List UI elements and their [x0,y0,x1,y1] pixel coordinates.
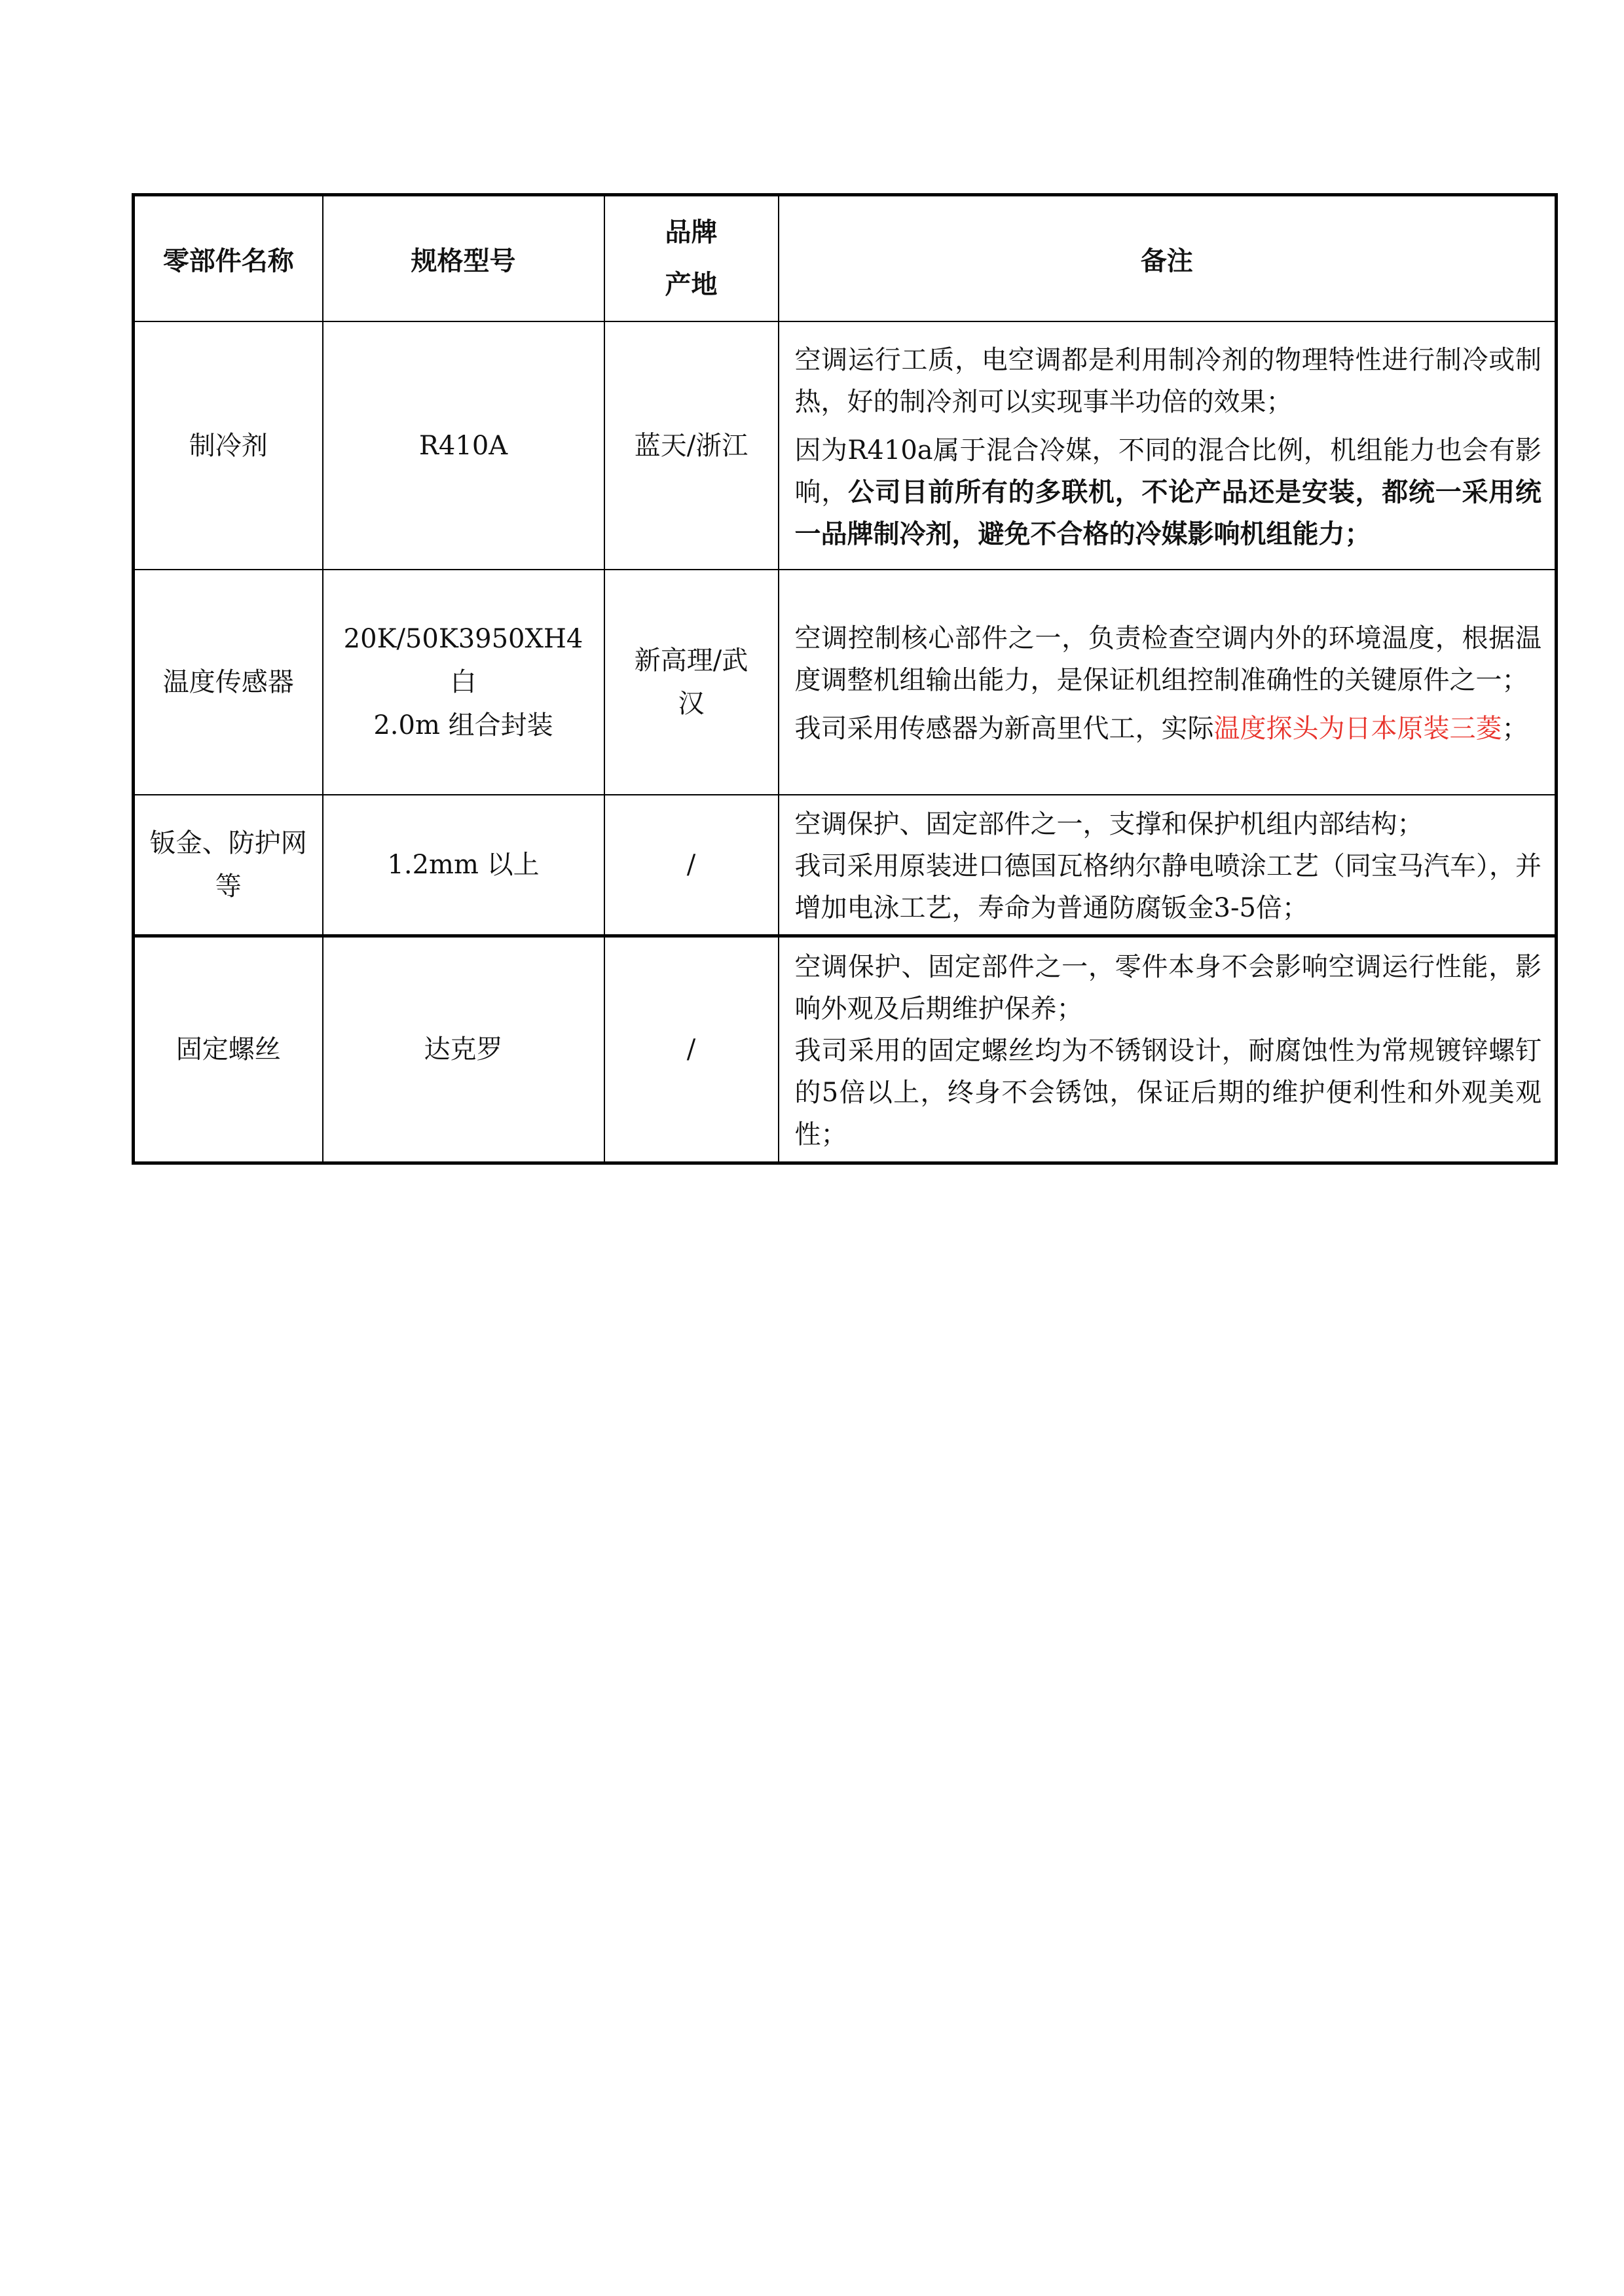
cell-part-name: 固定螺丝 [134,936,323,1163]
remark-paragraph: 空调运行工质，电空调都是利用制冷剂的物理特性进行制冷或制热，好的制冷剂可以实现事半功倍的效果； [794,344,1541,417]
table-row [134,570,1557,795]
header-part-name: 零部件名称 [134,195,323,322]
table-header-row [134,195,1557,322]
cell-brand-origin: / [604,795,779,936]
header-brand-origin [604,195,779,322]
cell-part-name: 制冷剂 [134,321,323,570]
cell-remarks [779,795,1557,936]
remark-text: 我司采用传感器为新高里代工，实际 [794,714,1214,744]
remark-paragraph: 我司采用的固定螺丝均为不锈钢设计，耐腐蚀性为常规镀锌螺钉的5倍以上，终身不会锈蚀，保证后期的维护便利性和外观美观性； [794,1036,1541,1150]
remark-paragraph: 我司采用原装进口德国瓦格纳尔静电喷涂工艺（同宝马汽车），并增加电泳工艺，寿命为普通防腐钣金3-5倍； [794,851,1541,923]
cell-part-name [134,795,323,936]
cell-remarks [779,936,1557,1163]
cell-spec-model [323,570,604,795]
spec-line: 20K/50K3950XH4 白 [343,624,583,697]
parts-spec-table [132,193,1558,1165]
brand-line: 汉 [678,689,705,719]
cell-brand-origin: 蓝天/浙江 [604,321,779,570]
remark-bold-text: 公司目前所有的多联机，不论产品还是安装，都统一采用统一品牌制冷剂，避免不合格的冷媒影响机组能力； [794,477,1542,549]
remark-text: 因为R410a属于混合冷媒，不同的混合比例，机组能力也会有影响， [794,435,1541,507]
cell-spec-model: 达克罗 [323,936,604,1163]
cell-remarks [779,570,1557,795]
name-line: 钣金、防护网 [149,828,307,858]
header-origin-label: 产地 [665,270,718,300]
remark-paragraph [795,429,1542,555]
remark-highlight-text: 温度探头为日本原装三菱 [1213,714,1502,744]
cell-brand-origin [604,570,779,795]
cell-brand-origin: / [604,936,779,1163]
header-spec-model: 规格型号 [323,195,604,322]
cell-part-name: 温度传感器 [134,570,323,795]
spec-line: 2.0m 组合封装 [373,710,553,740]
table-row [134,321,1557,570]
cell-spec-model: 1.2mm 以上 [323,795,604,936]
table-row [134,936,1557,1163]
table-row [134,795,1557,936]
brand-line: 新高理/武 [634,646,748,676]
header-brand-label: 品牌 [665,217,718,247]
remark-paragraph [795,708,1542,750]
remark-paragraph: 空调控制核心部件之一，负责检查空调内外的环境温度，根据温度调整机组输出能力，是保证机组控制准确性的关键原件之一； [794,623,1541,695]
cell-spec-model: R410A [323,321,604,570]
remark-paragraph: 空调保护、固定部件之一，零件本身不会影响空调运行性能，影响外观及后期维护保养； [794,952,1541,1024]
remark-text: ； [1502,714,1528,744]
header-remarks: 备注 [779,195,1557,322]
name-line: 等 [215,871,242,902]
cell-remarks [779,321,1557,570]
remark-paragraph: 空调保护、固定部件之一，支撑和保护机组内部结构； [794,809,1424,839]
